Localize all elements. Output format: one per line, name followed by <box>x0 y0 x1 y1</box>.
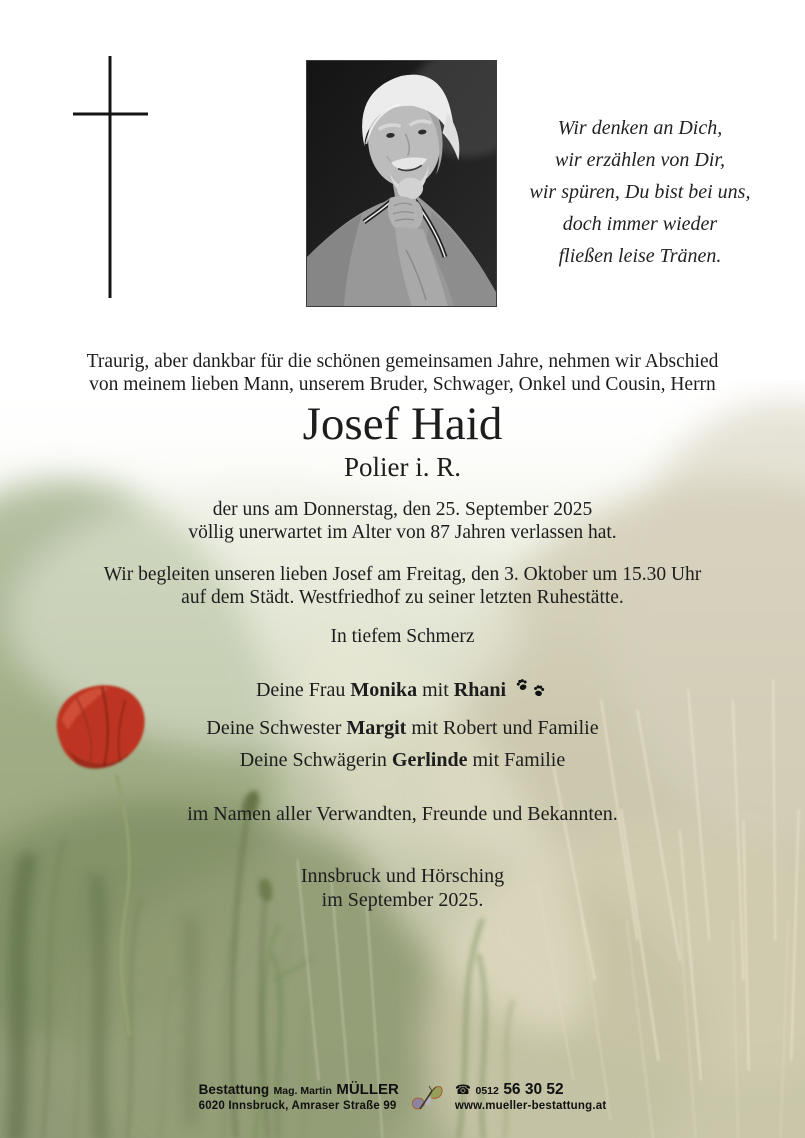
funeral-info <box>0 563 805 609</box>
mourner-text: mit <box>417 679 454 701</box>
mourner-name: Gerlinde <box>391 749 468 771</box>
intro-line: Traurig, aber dankbar für die schönen gemeinsamen Jahre, nehmen wir Abschied <box>86 351 719 372</box>
funeral-home-footer <box>0 1082 805 1114</box>
date-line: im September 2025. <box>321 889 484 911</box>
grief-line: In tiefem Schmerz <box>330 626 475 647</box>
funeral-line: Wir begleiten unseren lieben Josef am Freitag, den 3. Oktober um 15.30 Uhr <box>103 564 702 585</box>
memorial-poem <box>505 112 775 272</box>
deceased-name: Josef Haid <box>302 398 503 450</box>
paw-prints-icon <box>513 675 549 699</box>
butterfly-icon <box>410 1083 444 1113</box>
funeral-home-name <box>199 1082 399 1099</box>
funeral-home-contact-block <box>455 1082 607 1114</box>
mourner-text: mit Familie <box>467 749 566 771</box>
mourner-line-sister <box>0 716 805 740</box>
death-line: der uns am Donnerstag, den 25. September 2025 <box>212 499 593 520</box>
funeral-home-address: 6020 Innsbruck, Amraser Straße 99 <box>198 1100 397 1112</box>
cross-icon <box>60 50 180 310</box>
funeral-home-person-title: Mag. Martin <box>273 1085 332 1097</box>
place-and-date <box>0 864 805 912</box>
phone-area-code: 0512 <box>475 1085 499 1097</box>
funeral-home-address-block <box>199 1082 399 1114</box>
death-notice <box>0 498 805 544</box>
mourner-name: Margit <box>346 717 407 739</box>
mourner-text: Deine Schwägerin <box>239 749 392 771</box>
funeral-line: auf dem Städt. Westfriedhof zu seiner letzten Ruhestätte. <box>181 587 624 608</box>
poem-line: fließen leise Tränen. <box>558 245 722 267</box>
place-line: Innsbruck und Hörsching <box>300 865 505 887</box>
poem-line: Wir denken an Dich, <box>557 117 723 139</box>
poem-line: wir erzählen von Dir, <box>555 149 725 171</box>
deceased-title: Polier i. R. <box>343 452 461 482</box>
mourner-text: Deine Frau <box>255 679 351 701</box>
funeral-home-website: www.mueller-bestattung.at <box>454 1100 607 1112</box>
mourner-text: Deine Schwester <box>206 717 347 739</box>
portrait-photo <box>306 60 497 307</box>
death-line: völlig unerwartet im Alter von 87 Jahren verlassen hat. <box>188 522 617 543</box>
poem-line: wir spüren, Du bist bei uns, <box>529 181 751 203</box>
mourner-line-wife <box>0 675 805 702</box>
intro-line: von meinem lieben Mann, unserem Bruder, Schwager, Onkel und Cousin, Herrn <box>89 374 716 395</box>
funeral-home-phone-line <box>455 1082 607 1099</box>
intro-paragraph <box>0 350 805 396</box>
poem-line: doch immer wieder <box>562 213 718 235</box>
closing-line: im Namen aller Verwandten, Freunde und Bekannten. <box>187 803 618 825</box>
phone-number: 56 30 52 <box>503 1081 564 1098</box>
mourner-line-sister-in-law <box>0 748 805 772</box>
mourner-name: Rhani <box>453 679 507 701</box>
mourner-text: mit Robert und Familie <box>406 717 599 739</box>
mourner-name: Monika <box>350 679 418 701</box>
funeral-home-surname: MÜLLER <box>336 1081 399 1098</box>
funeral-home-company: Bestattung <box>198 1082 270 1097</box>
phone-icon: ☎ <box>454 1082 472 1097</box>
